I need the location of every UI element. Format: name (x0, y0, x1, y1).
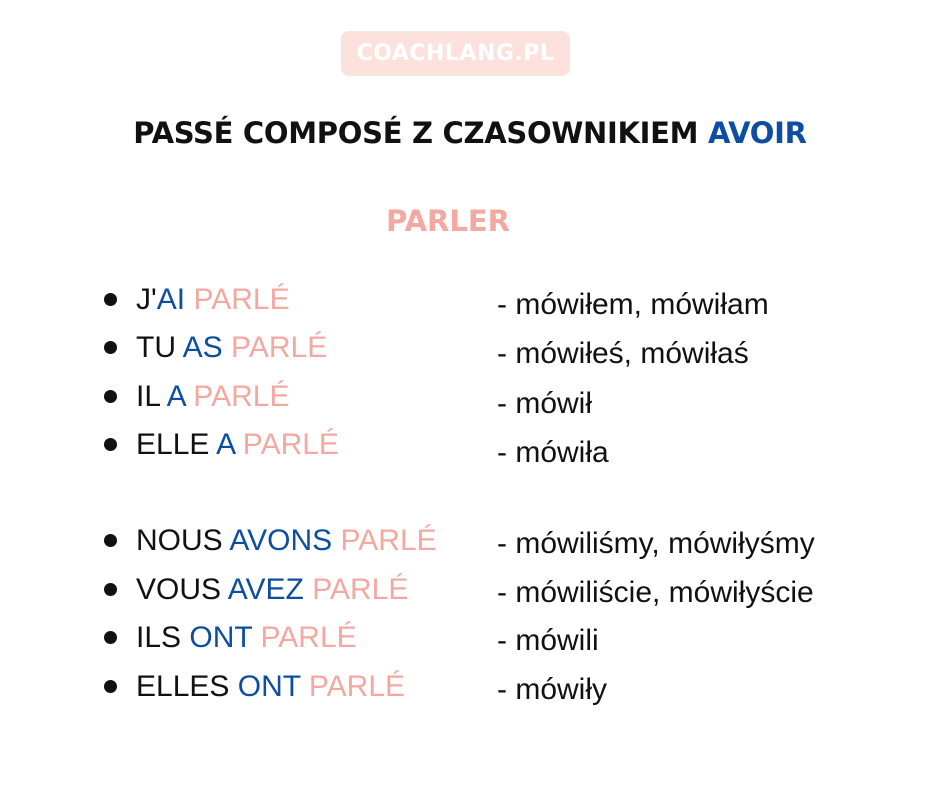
participle: PARLÉ (231, 331, 328, 364)
pronoun: J' (136, 283, 157, 316)
pronoun: ILS (136, 621, 190, 654)
participle: PARLÉ (242, 428, 339, 461)
translation: - mówiłeś, mówiłaś (497, 337, 749, 370)
participle: PARLÉ (193, 380, 290, 413)
conjugation-item (136, 521, 476, 561)
participle: PARLÉ (308, 670, 406, 703)
pronoun: ELLE (136, 428, 217, 461)
conjugation-item (136, 667, 476, 707)
bullet (104, 631, 117, 644)
verb-heading: PARLER (386, 204, 510, 238)
conjugation-item (136, 328, 476, 368)
bullet (104, 341, 117, 354)
page-title (0, 116, 940, 150)
pronoun: TU (136, 331, 183, 364)
auxiliary: AVONS (229, 524, 333, 557)
pronoun: IL (136, 380, 167, 413)
auxiliary: ONT (237, 670, 301, 703)
translation: - mówiły (497, 673, 607, 706)
translation: - mówili (497, 624, 599, 657)
bullet (104, 680, 117, 693)
auxiliary: AS (182, 331, 223, 364)
participle: PARLÉ (260, 621, 357, 654)
translation: - mówiliśmy, mówiłyśmy (497, 527, 815, 560)
title-highlight: AVOIR (708, 116, 807, 150)
brand-badge (341, 31, 570, 76)
conjugation-item (136, 280, 476, 320)
conjugation-item (136, 425, 476, 465)
auxiliary: A (166, 380, 185, 413)
participle: PARLÉ (312, 573, 409, 606)
title-main: PASSÉ COMPOSÉ Z CZASOWNIKIEM (133, 116, 699, 150)
participle: PARLÉ (193, 283, 290, 316)
conjugation-item (136, 570, 476, 610)
translation: - mówiła (497, 436, 609, 469)
translation: - mówił (497, 387, 592, 420)
auxiliary: AVEZ (227, 573, 304, 606)
brand-text: COACHLANG.PL (356, 41, 555, 66)
auxiliary: AI (156, 283, 186, 316)
auxiliary: ONT (189, 621, 253, 654)
auxiliary: A (216, 428, 235, 461)
pronoun: ELLES (136, 670, 238, 703)
bullet (104, 438, 117, 451)
conjugation-item (136, 377, 476, 417)
bullet (104, 293, 117, 306)
bullet (104, 390, 117, 403)
bullet (104, 534, 117, 547)
participle: PARLÉ (340, 524, 437, 557)
conjugation-item (136, 618, 476, 658)
translation: - mówiłem, mówiłam (497, 288, 769, 321)
pronoun: NOUS (136, 524, 230, 557)
bullet (104, 583, 117, 596)
pronoun: VOUS (136, 573, 228, 606)
translation: - mówiliście, mówiłyście (497, 576, 814, 609)
